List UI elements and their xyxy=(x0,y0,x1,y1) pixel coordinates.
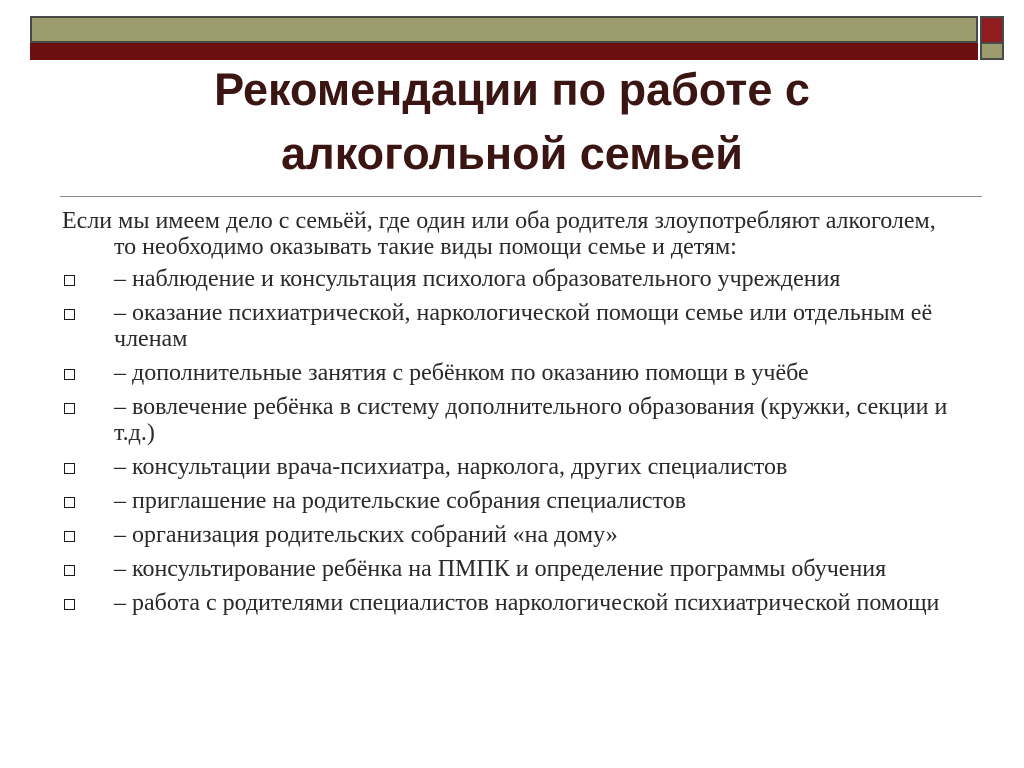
list-item xyxy=(62,556,962,582)
hollow-square-icon xyxy=(64,531,75,542)
list-item xyxy=(62,266,962,292)
corner-olive-block xyxy=(980,44,1004,60)
list-item-text: – консультирование ребёнка на ПМПК и определение программы обучения xyxy=(114,556,887,582)
hollow-square-icon xyxy=(64,463,75,474)
list-item-text: – работа с родителями специалистов наркологической психиатрической помощи xyxy=(114,590,940,616)
list-item xyxy=(62,360,962,386)
title-divider xyxy=(60,196,982,197)
hollow-square-icon xyxy=(64,565,75,576)
hollow-square-icon xyxy=(64,497,75,508)
list-item-text: – наблюдение и консультация психолога образовательного учреждения xyxy=(114,266,841,292)
list-item xyxy=(62,394,962,446)
intro-paragraph: Если мы имеем дело с семьёй, где один или оба родителя злоупотребляют алкоголем, то необходимо оказывать такие виды помощи семье и детям: xyxy=(62,208,936,260)
hollow-square-icon xyxy=(64,275,75,286)
slide-title-line-1: Рекомендации по работе с xyxy=(214,64,810,115)
list-item xyxy=(62,522,962,548)
hollow-square-icon xyxy=(64,309,75,320)
list-item-text: – организация родительских собраний «на дому» xyxy=(114,522,618,548)
hollow-square-icon xyxy=(64,369,75,380)
list-item-text: – оказание психиатрической, наркологической помощи семье или отдельным её членам xyxy=(114,300,933,352)
hollow-square-icon xyxy=(64,403,75,414)
list-item-text: – дополнительные занятия с ребёнком по оказанию помощи в учёбе xyxy=(114,360,809,386)
list-item xyxy=(62,590,962,616)
recommendation-list xyxy=(62,266,962,616)
list-item xyxy=(62,488,962,514)
slide-title-line-2: алкогольной семьей xyxy=(281,128,743,179)
header-olive-stripe xyxy=(30,16,978,43)
list-item xyxy=(62,454,962,480)
slide-title xyxy=(60,58,964,186)
corner-accent-block xyxy=(980,16,1004,44)
slide-body xyxy=(62,208,962,624)
list-item-text: – вовлечение ребёнка в систему дополнительного образования (кружки, секции и т.д.) xyxy=(114,394,948,446)
list-item xyxy=(62,300,962,352)
list-item-text: – приглашение на родительские собрания специалистов xyxy=(114,488,687,514)
hollow-square-icon xyxy=(64,599,75,610)
header-bar xyxy=(30,16,978,60)
list-item-text: – консультации врача-психиатра, нарколога, других специалистов xyxy=(114,454,788,480)
